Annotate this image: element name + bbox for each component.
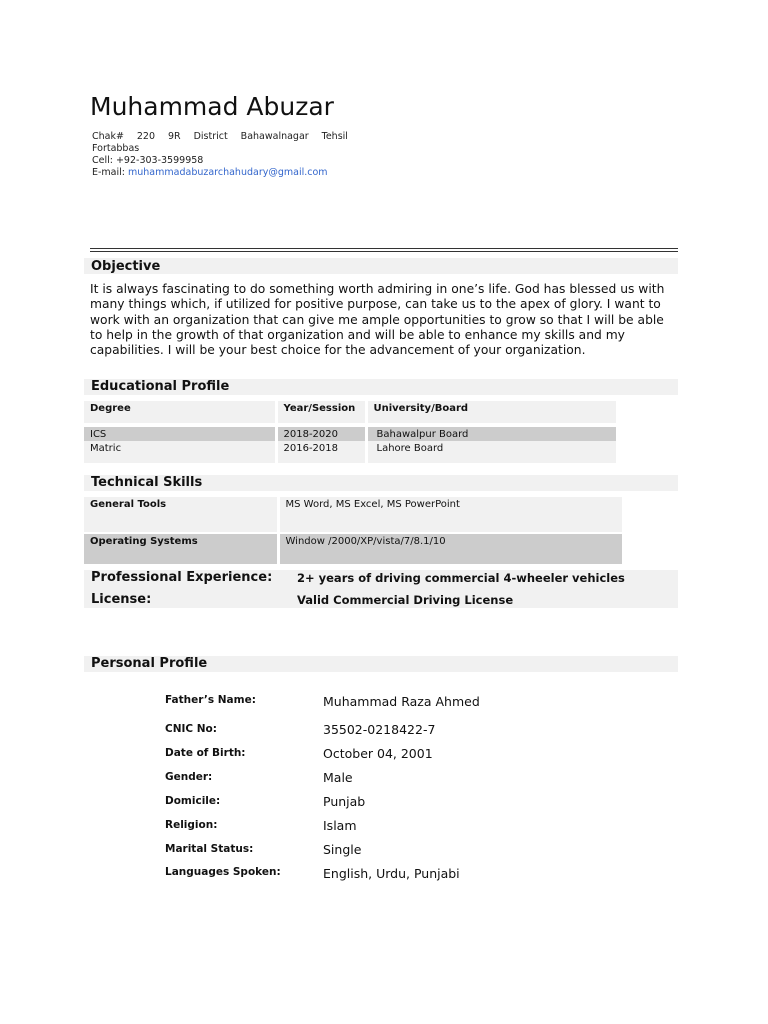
skill-category: Operating Systems xyxy=(84,534,278,564)
email-link[interactable]: muhammadabuzarchahudary@gmail.com xyxy=(128,167,328,178)
board-cell: Bahawalpur Board xyxy=(366,427,616,441)
address-word: District xyxy=(193,131,228,142)
education-row xyxy=(84,427,616,441)
fathers-name-label: Father’s Name: xyxy=(165,694,256,706)
skill-value: Window /2000/XP/vista/7/8.1/10 xyxy=(278,534,622,564)
experience-label: Professional Experience: xyxy=(91,570,273,585)
license-value: Valid Commercial Driving License xyxy=(297,593,514,607)
languages-value: English, Urdu, Punjabi xyxy=(323,866,460,881)
year-cell: 2016-2018 xyxy=(276,441,366,463)
education-table xyxy=(84,401,616,463)
dob-label: Date of Birth: xyxy=(165,747,246,759)
marital-status-value: Single xyxy=(323,842,362,857)
objective-section-bar xyxy=(84,258,678,274)
education-row xyxy=(84,441,616,463)
address-word: Chak# xyxy=(92,131,124,142)
gender-value: Male xyxy=(323,770,353,785)
objective-heading: Objective xyxy=(91,259,161,274)
domicile-value: Punjab xyxy=(323,794,366,809)
address-line-1 xyxy=(92,131,348,143)
skill-row xyxy=(84,497,622,532)
cnic-label: CNIC No: xyxy=(165,723,217,735)
skill-row xyxy=(84,534,622,564)
cnic-value: 35502-0218422-7 xyxy=(323,722,436,737)
technical-skills-table xyxy=(84,497,622,564)
skill-category: General Tools xyxy=(84,497,278,532)
languages-label: Languages Spoken: xyxy=(165,866,281,878)
address-word: Tehsil xyxy=(321,131,348,142)
address-word: 220 xyxy=(136,131,156,142)
column-header-board: University/Board xyxy=(366,401,616,423)
technical-heading: Technical Skills xyxy=(91,475,203,490)
email-label: E-mail: xyxy=(92,167,129,178)
gender-label: Gender: xyxy=(165,771,213,783)
skill-value: MS Word, MS Excel, MS PowerPoint xyxy=(278,497,622,532)
address-word: 9R xyxy=(167,131,181,142)
education-heading: Educational Profile xyxy=(91,379,230,394)
domicile-label: Domicile: xyxy=(165,795,221,807)
phone-number: Cell: +92-303-3599958 xyxy=(92,155,204,166)
board-cell: Lahore Board xyxy=(366,441,616,463)
marital-status-label: Marital Status: xyxy=(165,843,254,855)
resume-name: Muhammad Abuzar xyxy=(90,92,334,121)
address-word: Bahawalnagar xyxy=(240,131,309,142)
header-divider xyxy=(90,251,678,252)
degree-cell: ICS xyxy=(84,427,276,441)
license-label: License: xyxy=(91,592,152,607)
dob-value: October 04, 2001 xyxy=(323,746,433,761)
objective-text: It is always fascinating to do something worth admiring in one’s life. God has blessed us with many things which, if utilized for positive purpose, can take us to the apex of glory. I want to work with an organization that can give me ample opportunities to grow so that I will be able to help in the growth of that organization and will be able to enhance my skills and my capabilities. I will be your best choice for the advancement of your organization. xyxy=(90,282,665,358)
fathers-name-value: Muhammad Raza Ahmed xyxy=(323,694,480,709)
religion-label: Religion: xyxy=(165,819,218,831)
header-divider xyxy=(90,248,678,249)
email-line xyxy=(92,167,328,179)
column-header-year: Year/Session xyxy=(276,401,366,423)
education-header-row xyxy=(84,401,616,423)
religion-value: Islam xyxy=(323,818,357,833)
personal-heading: Personal Profile xyxy=(91,656,208,671)
column-header-degree: Degree xyxy=(84,401,276,423)
year-cell: 2018-2020 xyxy=(276,427,366,441)
address-line-2: Fortabbas xyxy=(92,143,140,154)
experience-value: 2+ years of driving commercial 4-wheeler vehicles xyxy=(297,571,625,585)
degree-cell: Matric xyxy=(84,441,276,463)
